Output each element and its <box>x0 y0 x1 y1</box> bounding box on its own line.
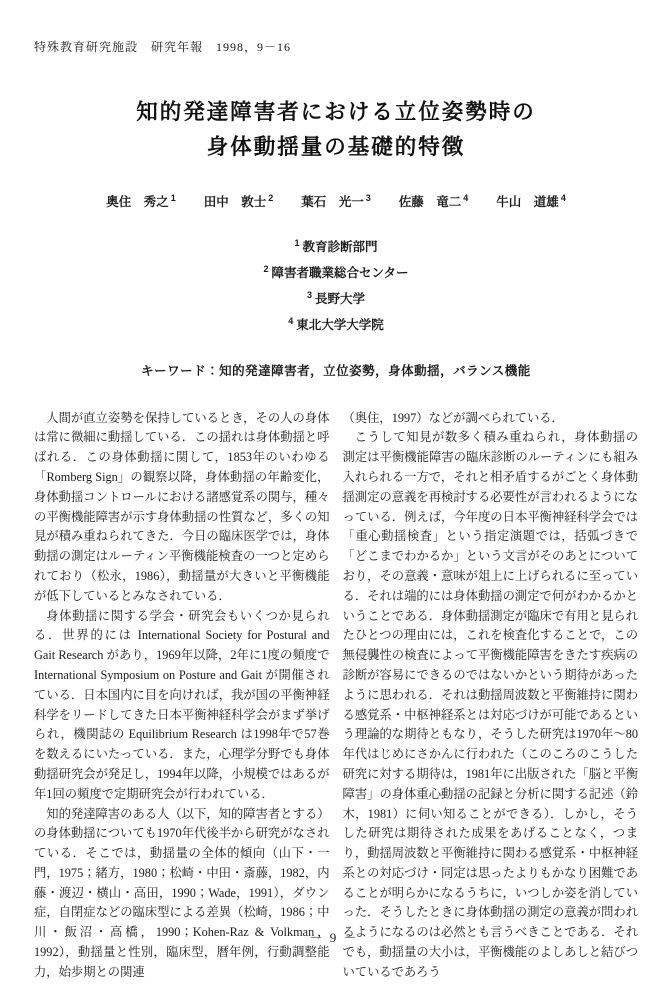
author <box>496 192 566 210</box>
author-affiliation-mark: 4 <box>560 192 566 203</box>
page-number: － 9 － <box>309 930 359 945</box>
author-name: 葉石 光一 <box>301 194 364 209</box>
left-column <box>34 409 330 983</box>
affiliation <box>34 232 638 258</box>
author <box>301 192 371 210</box>
affiliation <box>34 258 638 284</box>
affiliation <box>34 284 638 310</box>
affiliation-name: 教育診断部門 <box>302 240 378 255</box>
author-list <box>34 192 638 210</box>
affiliation-list <box>34 232 638 337</box>
paper-title-line1: 知的発達障害者における立位姿勢時の <box>136 100 536 124</box>
author-affiliation-mark: 1 <box>170 192 176 203</box>
author-name: 田中 敦士 <box>203 194 267 209</box>
affiliation-mark: 2 <box>263 264 269 275</box>
affiliation-name: 障害者職業総合センター <box>271 266 409 281</box>
author-affiliation-mark: 2 <box>268 192 274 203</box>
author <box>204 192 274 210</box>
body-columns <box>34 409 638 983</box>
author-name: 牛山 道雄 <box>496 194 559 209</box>
paragraph: 知的発達障害のある人（以下，知的障害者とする）の身体動揺についても1970年代後半から研究がなされている．そこでは，動揺量の全体的傾向（山下・一門，1975；緒方，1980；松崎・中田・斎藤，1982，内藤・渡辺・横山・高田，1990；Wade，1991），ダウン症，自閉症などの臨床型による差異（松崎，1986；中川・飯沼・高橋，1990；Kohen-Raz & Volkman，1992），動揺量と性別，臨床型，暦年例，行動調整能力，始歩期との関連 <box>34 806 330 979</box>
affiliation-mark: 4 <box>288 316 294 327</box>
affiliation-name: 東北大学大学院 <box>296 318 384 333</box>
affiliation-mark: 1 <box>294 237 300 248</box>
paragraph: 身体動揺に関する学会・研究会もいくつか見られる．世界的には International Society for Postural and Gait Research があり，1969年以降，2年に1度の頻度で International Symposium on Posture and Gait が開催されている．日本国内に目を向ければ，我が国の平衡神経科学をリードしてきた日本平衡神経科学会がまず挙げられ，機関誌の Equilibrium Research は1998年で57巻を数えるにいたっている．また，心理学分野でも身体動揺研究会が発足し，1994年以降，小規模ではあるが年1回の頻度で定期研究会が行われている． <box>34 608 330 801</box>
affiliation <box>34 310 638 336</box>
paragraph: こうして知見が数多く積み重ねられ，身体動揺の測定は平衡機能障害の臨床診断のルーティンにも組み入れられる一方で，それと相矛盾するがごとく身体動揺測定の意義を再検討する必要性が言われるようになっている．例えば，今年度の日本平衡神経科学会では「重心動揺検査」という指定演題では，括弧づきで「どこまでわかるか」という文言がそのあとについており，その意義・意味が俎上に上げられるに至っている．それは端的には身体動揺の測定で何がわかるかということである．身体動揺測定が臨床で有用と見られたひとつの理由には，これを検査化することで，この無侵襲性の検査によって平衡機能障害をきたす疾病の診断が容易にできるのではないかという期待があったように思われる．それは動揺周波数と平衡維持に関わる感覚系・中枢神経系とは対応づけが可能であるという理論的な期待ともなり，そうした研究は1970年～80年代はじめにさかんに行われた（このころのこうした研究に対する期待は，1981年に出版された「脳と平衡障害」の身体重心動揺の記録と分析に関する記述（鈴木，1981）に伺い知ることができる）．しかし，そうした研究は期待された成果をあげることなく，つまり，動揺周波数と平衡維持に関わる感覚系・中枢神経系との対応づけ・同定は思ったよりもかなり困難であることが明らかになるうちに，いつしか姿を消していった．そうしたときに身体動揺の測定の意義が問われるようになるのは必然とも言うべきことである．それでも，動揺量の大小は，平衡機能のよしあしと結びついているであろう <box>342 430 638 979</box>
paragraph-continuation: （奥住，1997）などが調べられている． <box>342 410 564 425</box>
paper-title-line2: 身体動揺量の基礎的特徴 <box>206 135 466 160</box>
journal-header: 特殊教育研究施設 研究年報 1998，9－16 <box>34 40 292 54</box>
paper-title <box>34 95 638 166</box>
author-name: 奥住 秀之 <box>106 194 169 209</box>
keywords-line: キーワード：知的発達障害者，立位姿勢，身体動揺，バランス機能 <box>141 363 531 378</box>
affiliation-name: 長野大学 <box>315 292 366 307</box>
author-affiliation-mark: 4 <box>463 192 469 203</box>
author <box>106 192 176 210</box>
author-name: 佐藤 竜二 <box>398 194 462 209</box>
paragraph: 人間が直立姿勢を保持しているとき，その人の身体は常に微細に動揺している．この揺れは身体動揺と呼ばれる．この身体動揺に関して，1853年のいわゆる「Romberg Sign」の観察以降，身体動揺の年齢変化，身体動揺コントロールにおける諸感覚系の関与，種々の平衡機能障害が示す身体動揺の性質など，多くの知見が積み重ねられてきた．今日の臨床医学では，身体動揺の測定はルーティン平衡機能検査の一つと定められており（松永，1986），動揺量が大きいと平衡機能が低下しているとみなされている． <box>34 410 330 603</box>
right-column <box>343 409 639 983</box>
author-affiliation-mark: 3 <box>365 192 371 203</box>
affiliation-mark: 3 <box>306 290 312 301</box>
author <box>399 192 469 210</box>
